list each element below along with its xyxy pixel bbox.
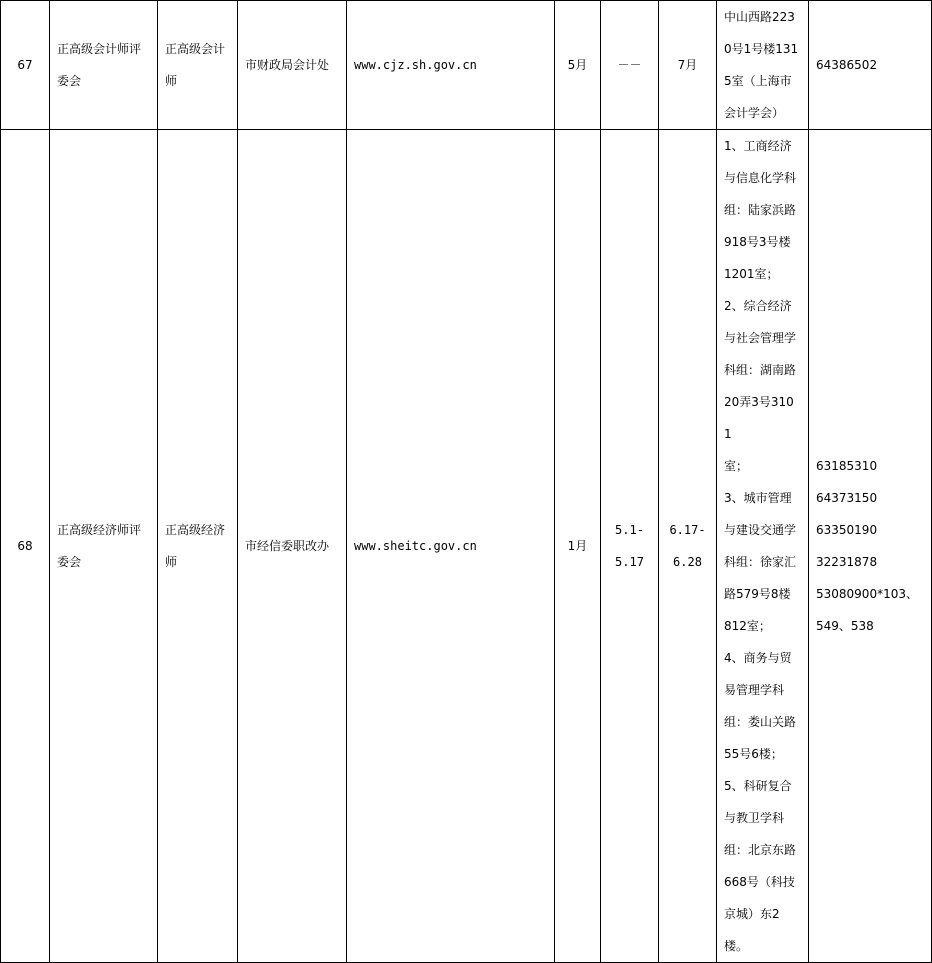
address-line: 5、科研复合 — [724, 779, 792, 793]
phone-number: 53080900*103、 — [816, 587, 918, 601]
review-period: 6.17-6.28 — [659, 130, 717, 963]
address-line: 楼。 — [724, 939, 749, 953]
table-row — [1, 130, 932, 963]
address-line: 55号6楼； — [724, 747, 783, 761]
table-row — [1, 1, 932, 130]
phone-number: 64386502 — [816, 58, 878, 72]
qualification-name: 正高级会计师 — [158, 1, 238, 130]
address-cell: 中山西路2230号1号楼1315室（上海市会计学会） — [717, 1, 809, 130]
address-line: 918号3号楼 — [724, 235, 791, 249]
phone-cell — [809, 130, 932, 963]
committee-name: 正高级会计师评委会 — [50, 1, 158, 130]
address-line: 室； — [724, 459, 749, 473]
committee-name: 正高级经济师评委会 — [50, 130, 158, 963]
address-line: 组：娄山关路 — [724, 715, 797, 729]
address-line: 3、城市管理 — [724, 491, 792, 505]
address-line: 2、综合经济 — [724, 299, 792, 313]
address-line: 科组：湖南路 — [724, 363, 797, 377]
row-number: 68 — [1, 130, 50, 963]
address-line: 组：北京东路 — [724, 843, 797, 857]
month-cell: 1月 — [555, 130, 601, 963]
phone-number: 63185310 — [816, 459, 878, 473]
address-line: 组：陆家浜路 — [724, 203, 797, 217]
address-line: 科组：徐家汇 — [724, 555, 797, 569]
address-cell — [717, 130, 809, 963]
apply-period: －－ — [601, 1, 659, 130]
address-line: 与教卫学科 — [724, 811, 785, 825]
office-name: 市财政局会计处 — [238, 1, 347, 130]
month-cell: 5月 — [555, 1, 601, 130]
website-url: www.sheitc.gov.cn — [347, 130, 555, 963]
address-line: 812室； — [724, 619, 771, 633]
office-name: 市经信委职改办 — [238, 130, 347, 963]
phone-number: 64373150 — [816, 491, 878, 505]
address-line: 1、工商经济 — [724, 139, 792, 153]
website-url: www.cjz.sh.gov.cn — [347, 1, 555, 130]
address-line: 与信息化学科 — [724, 171, 797, 185]
row-number: 67 — [1, 1, 50, 130]
address-line: 京城）东2 — [724, 907, 780, 921]
address-line: 668号（科技 — [724, 875, 795, 889]
qualification-name: 正高级经济师 — [158, 130, 238, 963]
address-line: 易管理学科 — [724, 683, 785, 697]
address-line: 与社会管理学 — [724, 331, 797, 345]
phone-number: 63350190 — [816, 523, 878, 537]
address-line: 与建设交通学 — [724, 523, 797, 537]
address-line: 1201室； — [724, 267, 779, 281]
phone-cell — [809, 1, 932, 130]
address-line: 路579号8楼 — [724, 587, 791, 601]
phone-number: 549、538 — [816, 619, 874, 633]
review-period: 7月 — [659, 1, 717, 130]
apply-period: 5.1-5.17 — [601, 130, 659, 963]
phone-number: 32231878 — [816, 555, 878, 569]
address-line: 20弄3号3101 — [724, 395, 794, 441]
address-line: 4、商务与贸 — [724, 651, 792, 665]
